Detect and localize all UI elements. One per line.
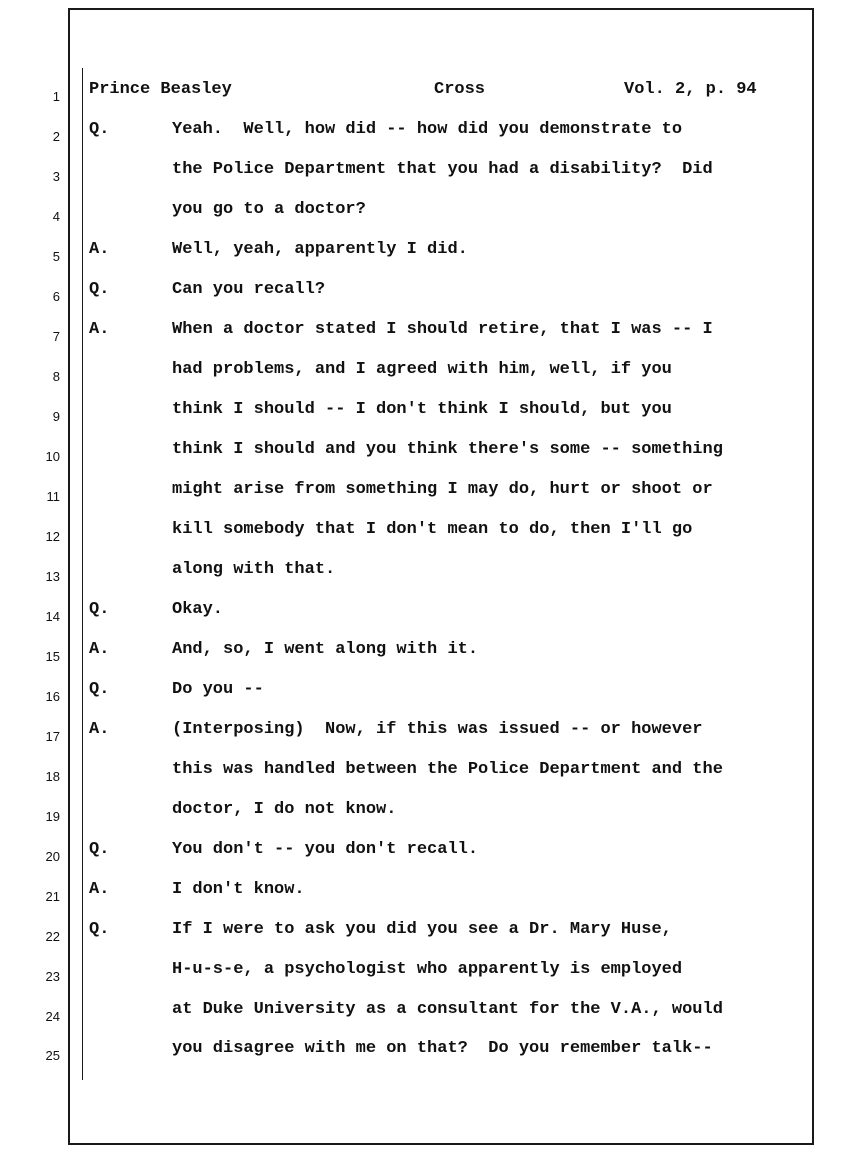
line-number: 6 bbox=[52, 289, 60, 304]
line-text: Well, yeah, apparently I did. bbox=[172, 240, 468, 259]
line-number: 7 bbox=[52, 329, 60, 344]
line-number: 16 bbox=[45, 689, 60, 704]
transcript-line bbox=[0, 318, 860, 358]
speaker-label: A. bbox=[89, 320, 110, 339]
line-number: 22 bbox=[45, 929, 60, 944]
line-number: 9 bbox=[52, 409, 60, 424]
transcript-line bbox=[0, 998, 860, 1038]
line-number: 11 bbox=[46, 489, 60, 504]
transcript-line bbox=[0, 598, 860, 638]
line-text: had problems, and I agreed with him, well, if you bbox=[172, 360, 672, 379]
line-number: 12 bbox=[45, 529, 60, 544]
line-text: you go to a doctor? bbox=[172, 200, 366, 219]
speaker-label: Q. bbox=[89, 920, 110, 939]
transcript-line bbox=[0, 958, 860, 998]
line-text: If I were to ask you did you see a Dr. Mary Huse, bbox=[172, 920, 672, 939]
line-number: 24 bbox=[45, 1009, 60, 1024]
line-text: Yeah. Well, how did -- how did you demonstrate to bbox=[172, 120, 683, 139]
line-text: think I should -- I don't think I should, but you bbox=[172, 400, 672, 419]
speaker-label: A. bbox=[89, 640, 110, 659]
line-text: I don't know. bbox=[172, 880, 305, 899]
transcript-line bbox=[0, 198, 860, 238]
line-text: Do you -- bbox=[172, 680, 264, 699]
line-number: 1 bbox=[52, 89, 60, 104]
line-number: 21 bbox=[45, 889, 60, 904]
transcript-line bbox=[0, 638, 860, 678]
line-text: at Duke University as a consultant for the V.A., would bbox=[172, 1000, 723, 1019]
line-number: 13 bbox=[45, 569, 60, 584]
transcript-line bbox=[0, 78, 860, 118]
line-text: H-u-s-e, a psychologist who apparently is employed bbox=[172, 960, 683, 979]
line-text: think I should and you think there's some -- something bbox=[172, 440, 723, 459]
line-number: 3 bbox=[52, 169, 60, 184]
line-number: 15 bbox=[45, 649, 60, 664]
line-number: 4 bbox=[52, 209, 60, 224]
line-text: You don't -- you don't recall. bbox=[172, 840, 479, 859]
speaker-label: Q. bbox=[89, 600, 110, 619]
transcript-line bbox=[0, 238, 860, 278]
line-number: 19 bbox=[45, 809, 60, 824]
examination-type: Cross bbox=[434, 80, 486, 99]
line-number: 25 bbox=[45, 1048, 60, 1063]
transcript-line bbox=[0, 278, 860, 318]
line-text: doctor, I do not know. bbox=[172, 800, 397, 819]
transcript-line bbox=[0, 398, 860, 438]
line-text: Can you recall? bbox=[172, 280, 326, 299]
line-number: 23 bbox=[45, 969, 60, 984]
line-number: 8 bbox=[52, 369, 60, 384]
transcript-line bbox=[0, 718, 860, 758]
line-text: When a doctor stated I should retire, that I was -- I bbox=[172, 320, 713, 339]
line-text: (Interposing) Now, if this was issued -- or however bbox=[172, 720, 703, 739]
transcript-line bbox=[0, 478, 860, 518]
transcript-line bbox=[0, 678, 860, 718]
transcript-line bbox=[0, 758, 860, 798]
line-text: Okay. bbox=[172, 600, 224, 619]
transcript-line bbox=[0, 438, 860, 478]
line-number: 17 bbox=[45, 729, 60, 744]
speaker-label: Q. bbox=[89, 120, 110, 139]
line-number: 20 bbox=[45, 849, 60, 864]
line-text: And, so, I went along with it. bbox=[172, 640, 479, 659]
speaker-label: Q. bbox=[89, 680, 110, 699]
transcript-line bbox=[0, 798, 860, 838]
transcript-line bbox=[0, 158, 860, 198]
line-number: 5 bbox=[52, 249, 60, 264]
speaker-label: Q. bbox=[89, 280, 110, 299]
line-text: kill somebody that I don't mean to do, then I'll go bbox=[172, 520, 693, 539]
transcript-line bbox=[0, 518, 860, 558]
transcript-line bbox=[0, 918, 860, 958]
transcript-line bbox=[0, 838, 860, 878]
line-text: the Police Department that you had a disability? Did bbox=[172, 160, 713, 179]
speaker-label: Q. bbox=[89, 840, 110, 859]
speaker-label: A. bbox=[89, 720, 110, 739]
volume-page: Vol. 2, p. 94 bbox=[624, 80, 757, 99]
speaker-label: A. bbox=[89, 880, 110, 899]
line-text: you disagree with me on that? Do you remember talk-- bbox=[172, 1039, 713, 1058]
transcript-line bbox=[0, 118, 860, 158]
line-number: 18 bbox=[45, 769, 60, 784]
line-number: 14 bbox=[45, 609, 60, 624]
transcript-line bbox=[0, 358, 860, 398]
line-number: 2 bbox=[52, 129, 60, 144]
transcript-line bbox=[0, 1037, 860, 1077]
line-text: might arise from something I may do, hurt or shoot or bbox=[172, 480, 713, 499]
transcript-line bbox=[0, 558, 860, 598]
line-number: 10 bbox=[45, 449, 60, 464]
transcript-line bbox=[0, 878, 860, 918]
line-text: along with that. bbox=[172, 560, 336, 579]
line-text: this was handled between the Police Department and the bbox=[172, 760, 723, 779]
speaker-label: A. bbox=[89, 240, 110, 259]
witness-name: Prince Beasley bbox=[89, 80, 232, 99]
